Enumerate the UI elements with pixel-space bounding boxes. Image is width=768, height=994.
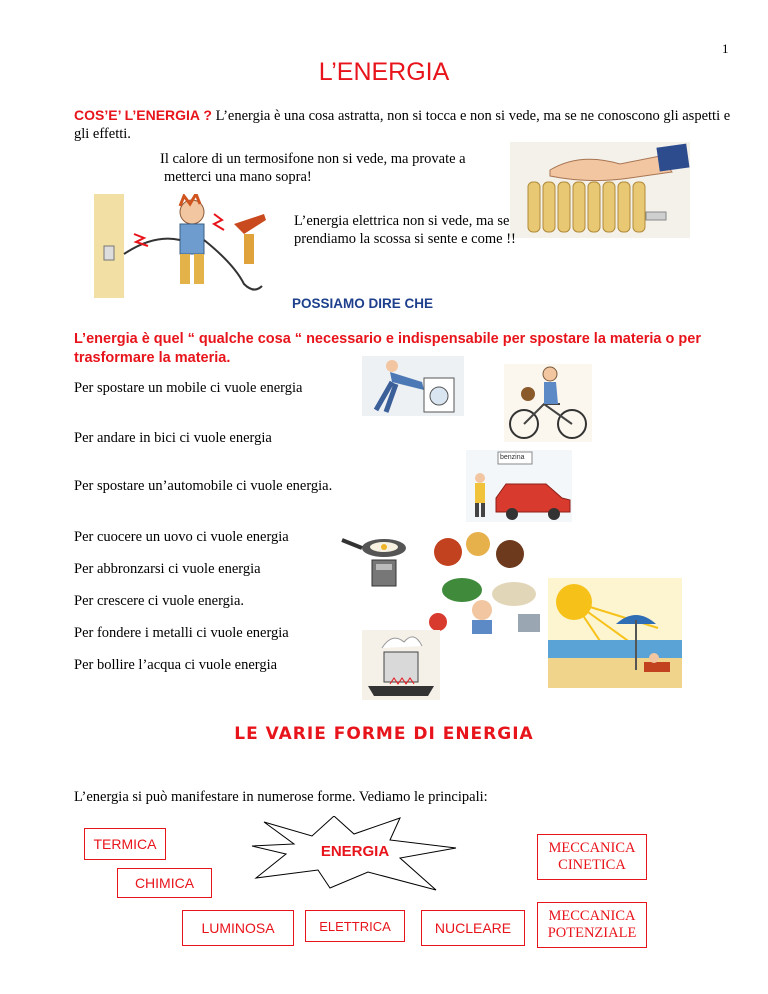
form-label-cinetica: CINETICA [558, 857, 626, 873]
example-line: Per andare in bici ci vuole energia [74, 430, 272, 446]
possiamo-heading: POSSIAMO DIRE CHE [292, 296, 434, 311]
form-box-nucleare [421, 910, 525, 946]
form-label-elettrica: ELETTRICA [319, 918, 391, 934]
form-label-termica: TERMICA [93, 836, 157, 852]
form-label-meccanica: MECCANICA [548, 840, 636, 856]
form-box-luminosa [182, 910, 294, 946]
form-box-meccanica-potenziale [537, 902, 647, 948]
form-label-chimica: CHIMICA [134, 875, 195, 891]
example-line: Per abbronzarsi ci vuole energia [74, 561, 261, 577]
form-label-meccanica: MECCANICA [548, 908, 636, 924]
beach-sun-illustration [548, 578, 682, 688]
form-label-potenziale: POTENZIALE [547, 925, 637, 941]
electric-caption-line-2: prendiamo la scossa si sente e come !! [294, 231, 516, 247]
page-title: L’ENERGIA [318, 58, 450, 86]
fuel-sign: benzina [500, 454, 525, 461]
electric-shock-illustration [94, 194, 282, 298]
example-line: Per spostare un’automobile ci vuole energia. [74, 478, 333, 494]
page-number: 1 [722, 41, 729, 56]
intro-label: COS’E’ L’ENERGIA ? [74, 107, 212, 123]
forms-intro: L’energia si può manifestare in numerose forme. Vediamo le principali: [74, 789, 488, 805]
heat-caption-line-1: Il calore di un termosifone non si vede, ma provate a [160, 151, 466, 167]
energia-label: ENERGIA [320, 843, 390, 860]
bicycle-illustration [504, 364, 592, 442]
example-line: Per spostare un mobile ci vuole energia [74, 380, 303, 396]
pushing-washing-machine-illustration [362, 356, 464, 416]
boiling-water-illustration [362, 630, 440, 700]
intro-text: L’energia è una cosa astratta, non si tocca e non si vede, ma se ne conoscono gli aspetti e gli effetti. [74, 108, 731, 142]
example-line: Per fondere i metalli ci vuole energia [74, 625, 289, 641]
heat-caption [160, 150, 510, 186]
frying-egg-illustration [340, 530, 420, 596]
electric-caption [294, 212, 574, 248]
food-illustration [418, 526, 548, 638]
forms-title: LE VARIE FORME DI ENERGIA [234, 724, 534, 744]
form-label-luminosa: LUMINOSA [201, 920, 275, 936]
intro-paragraph [74, 106, 734, 143]
heat-caption-line-2: metterci una mano sopra! [164, 169, 312, 185]
example-line: Per bollire l’acqua ci vuole energia [74, 657, 278, 673]
form-box-meccanica-cinetica [537, 834, 647, 880]
electric-caption-line-1: L’energia elettrica non si vede, ma se [294, 213, 510, 229]
example-line: Per cuocere un uovo ci vuole energia [74, 529, 289, 545]
form-box-elettrica [305, 910, 405, 942]
form-label-nucleare: NUCLEARE [434, 920, 512, 936]
example-line: Per crescere ci vuole energia. [74, 593, 245, 609]
form-box-termica [84, 828, 166, 860]
form-box-chimica [117, 868, 212, 898]
energy-definition: L’energia è quel “ qualche cosa “ necessario e indispensabile per spostare la materia o per trasformare la materia. [74, 331, 701, 366]
